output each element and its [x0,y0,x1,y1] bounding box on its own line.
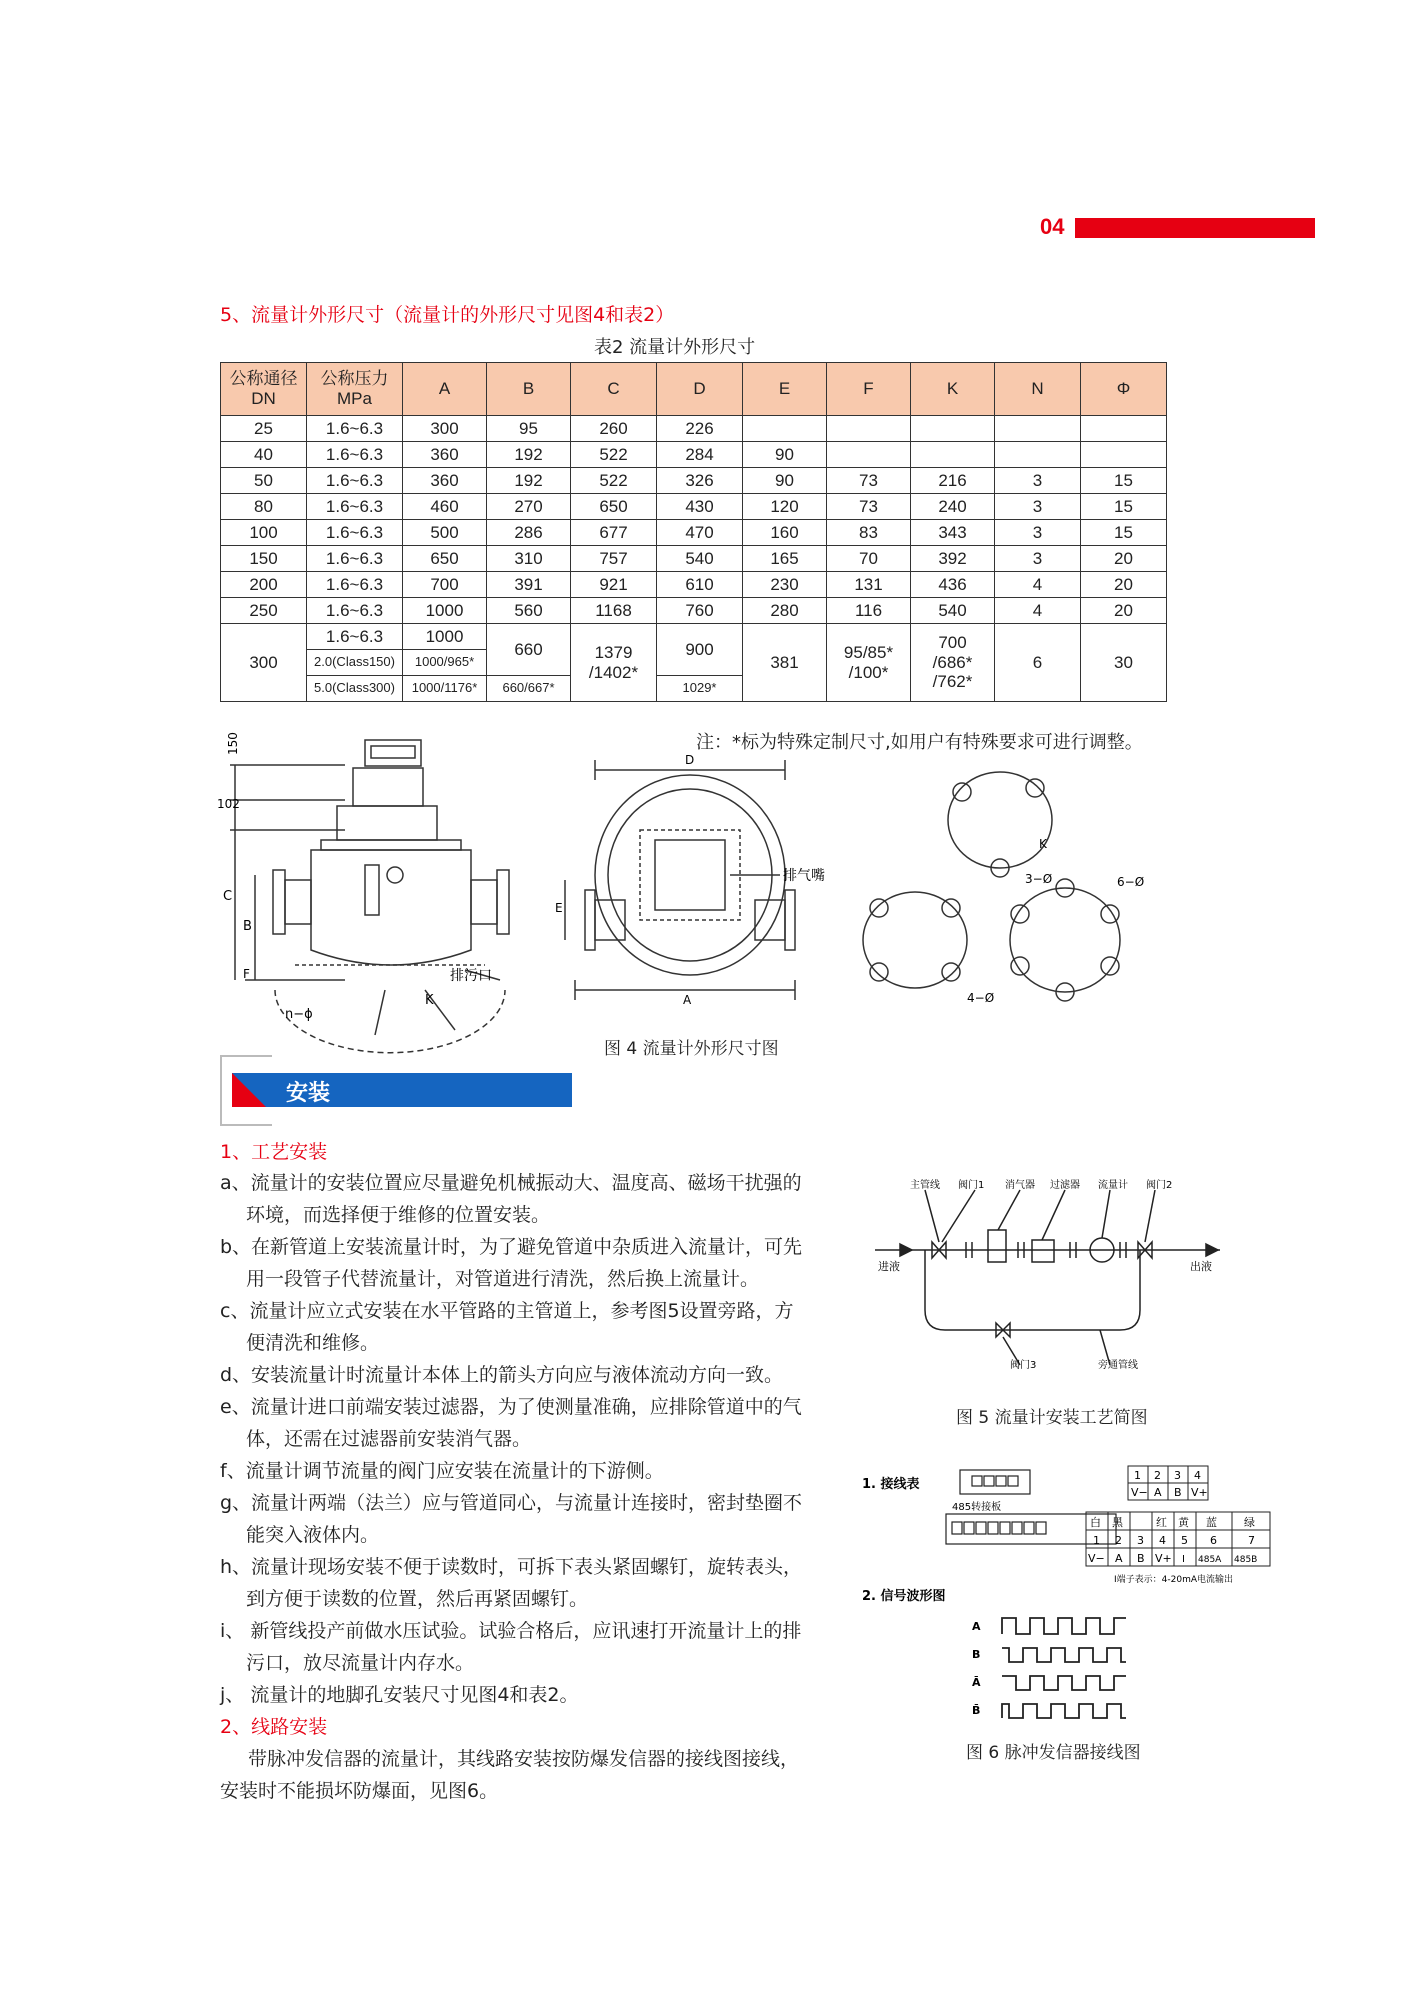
table-cell: 20 [1081,598,1167,624]
table-cell: 270 [487,494,571,520]
top-terminal-table [1128,1466,1208,1500]
fig6-wiring-title: 1. 接线表 [862,1477,920,1492]
table-row [221,468,1167,494]
install-item-line2: 体，还需在过滤器前安装消气器。 [246,1428,532,1450]
table-cell: 20 [1081,572,1167,598]
table-cell: 73 [827,494,911,520]
table-cell: 522 [571,468,657,494]
table-cell: 921 [571,572,657,598]
install-text-column [220,1137,820,1807]
table-cell: 3 [995,468,1081,494]
table-cell: 760 [657,598,743,624]
table-cell: 286 [487,520,571,546]
fig5-valve1-label: 阀门1 [958,1180,985,1191]
table-cell [911,442,995,468]
table-cell: 20 [1081,546,1167,572]
table-cell: 1.6~6.3 [307,468,403,494]
dim-b-label: B [243,919,252,934]
table-cell: 3 [995,494,1081,520]
table-cell: 430 [657,494,743,520]
six-hole-label: 6−Ø [1117,875,1145,889]
badge-red-triangle [232,1073,266,1107]
table-cell: 116 [827,598,911,624]
sig2-7: 485B [1234,1555,1258,1565]
color-green: 绿 [1244,1516,1255,1529]
top-num-2: 2 [1154,1469,1161,1482]
table-cell: 192 [487,442,571,468]
fig5-main-pipe-label: 主管线 [910,1180,940,1191]
vent-label: 排气嘴 [783,868,825,884]
fig5-deaerator-label: 消气器 [1005,1180,1035,1191]
top-sig-1: V− [1131,1486,1148,1499]
fig5-filter-label: 过滤器 [1050,1180,1080,1191]
install-item-line1: j、 流量计的地脚孔安装尺寸见图4和表2。 [220,1684,579,1706]
sig2-2: A [1115,1552,1123,1565]
table-cell: 326 [657,468,743,494]
sig2-4: V+ [1155,1552,1172,1565]
table-cell: 15 [1081,520,1167,546]
table-cell: 100 [221,520,307,546]
table-cell [827,442,911,468]
table-cell: 392 [911,546,995,572]
page-number: 04 [1040,214,1065,239]
dim-f-label: F [243,967,250,981]
color-red: 红 [1156,1516,1167,1529]
cell-a2: 1000/965* [403,650,487,676]
wave-labels [972,1620,981,1717]
table-cell: 260 [571,416,657,442]
table-cell: 470 [657,520,743,546]
install-item-line1: i、 新管线投产前做水压试验。试验合格后，应讯速打开流量计上的排 [220,1620,802,1642]
top-sig-3: B [1174,1486,1182,1499]
install-item-line1: e、流量计进口前端安装过滤器，为了使测量准确，应排除管道中的气 [220,1396,802,1418]
table-row [221,598,1167,624]
table-cell [743,416,827,442]
table-cell: 1000 [403,598,487,624]
cell-d12: 900 [657,624,743,676]
table-cell: 165 [743,546,827,572]
four-hole-label: 4−Ø [967,991,995,1005]
cell-phi: 30 [1081,624,1167,702]
table-header-6: E [743,363,827,416]
table-row [221,520,1167,546]
install-item-line1: g、流量计两端（法兰）应与管道同心，与流量计连接时，密封垫圈不 [220,1492,803,1514]
cell-k: 700 /686* /762* [911,624,995,702]
table-row-300-a [221,624,1167,650]
table-cell: 192 [487,468,571,494]
wiring-text-line1: 带脉冲发信器的流量计，其线路安装按防爆发信器的接线图接线， [248,1748,800,1770]
dim-150-label: 150 [226,732,240,755]
cell-f: 95/85* /100* [827,624,911,702]
table-cell: 200 [221,572,307,598]
num2-2: 2 [1115,1534,1122,1547]
top-num-4: 4 [1194,1469,1201,1482]
table-note: 注：*标为特殊定制尺寸,如用户有特殊要求可进行调整。 [696,732,1143,753]
top-num-1: 1 [1134,1469,1141,1482]
fig6-wave-title: 2. 信号波形图 [862,1589,946,1604]
table-cell: 90 [743,442,827,468]
figure-4-drawings [217,732,1185,1040]
num2-3: 3 [1137,1534,1144,1547]
subheading-process-install: 1、工艺安装 [220,1141,328,1163]
meter-side-view [230,740,509,1053]
table-cell: 610 [657,572,743,598]
table-cell: 131 [827,572,911,598]
meter-front-view [565,760,795,1000]
table-row [221,546,1167,572]
table-cell: 40 [221,442,307,468]
table-caption: 表2 流量计外形尺寸 [594,337,756,358]
install-item-line2: 能突入液体内。 [246,1524,380,1546]
table-header-row [221,363,1167,416]
table-cell: 15 [1081,468,1167,494]
table-cell: 560 [487,598,571,624]
table-cell: 80 [221,494,307,520]
install-item-line1: b、在新管道上安装流量计时，为了避免管道中杂质进入流量计，可先 [220,1236,803,1258]
fig6-board-label: 485转接板 [952,1502,1002,1513]
wiring-text-line2: 安装时不能损坏防爆面，见图6。 [220,1780,499,1802]
section-title-dimensions: 5、流量计外形尺寸（流量计的外形尺寸见图4和表2） [220,304,675,326]
section-badge-bar [232,1073,572,1107]
wave-label-a: A [972,1620,981,1633]
table-cell: 4 [995,598,1081,624]
figure-6-caption: 图 6 脉冲发信器接线图 [966,1743,1141,1763]
table-cell: 1.6~6.3 [307,546,403,572]
fig5-valve2-label: 阀门2 [1146,1180,1173,1191]
table-cell [1081,416,1167,442]
table-cell: 95 [487,416,571,442]
table-cell: 343 [911,520,995,546]
dimensions-table [220,362,1167,702]
table-cell: 522 [571,442,657,468]
table-cell: 3 [995,546,1081,572]
table-cell: 15 [1081,494,1167,520]
dim-102-label: 102 [217,797,240,811]
table-cell: 1.6~6.3 [307,494,403,520]
table-cell [995,416,1081,442]
cell-n: 6 [995,624,1081,702]
table-cell: 650 [571,494,657,520]
sig2-5: I [1182,1554,1185,1565]
table-cell [995,442,1081,468]
table-cell: 540 [657,546,743,572]
color-blue: 蓝 [1206,1516,1217,1529]
fig5-valve3-label: 阀门3 [1010,1360,1037,1371]
figure-6-diagram [860,1460,1280,1730]
flange-k-label: K [1039,837,1047,851]
table-cell: 4 [995,572,1081,598]
install-item-line2: 污口，放尽流量计内存水。 [246,1652,475,1674]
table-cell: 1.6~6.3 [307,520,403,546]
cell-a1: 1000 [403,624,487,650]
table-header-8: K [911,363,995,416]
table-cell: 240 [911,494,995,520]
dim-a-label: A [683,993,692,1007]
fig5-outlet-label: 出液 [1190,1260,1212,1273]
table-cell: 50 [221,468,307,494]
wave-label-a-bar: Ā [972,1676,981,1689]
table-header-2: A [403,363,487,416]
table-cell: 226 [657,416,743,442]
num2-1: 1 [1093,1534,1100,1547]
subheading-wiring-install: 2、线路安装 [220,1716,328,1738]
table-cell: 1.6~6.3 [307,598,403,624]
table-cell: 650 [403,546,487,572]
cell-a3: 1000/1176* [403,676,487,702]
three-hole-label: 3−Ø [1025,872,1053,886]
table-cell: 310 [487,546,571,572]
table-row [221,494,1167,520]
dim-e-label: E [555,901,563,915]
table-cell: 540 [911,598,995,624]
top-sig-4: V+ [1191,1486,1208,1499]
cell-p3: 5.0(Class300) [307,676,403,702]
install-item-line1: d、安装流量计时流量计本体上的箭头方向应与液体流动方向一致。 [220,1364,784,1386]
section-badge-install: 安装 [286,1081,331,1106]
table-cell: 300 [403,416,487,442]
table-cell: 360 [403,468,487,494]
color-black: 黑 [1112,1516,1123,1529]
figure-4-caption: 图 4 流量计外形尺寸图 [604,1039,779,1059]
table-cell [1081,442,1167,468]
dim-c-label: C [223,889,233,904]
table-cell: 3 [995,520,1081,546]
install-item-line2: 到方便于读数的位置，然后再紧固螺钉。 [246,1588,589,1610]
table-header-4: C [571,363,657,416]
table-cell: 216 [911,468,995,494]
table-cell: 1168 [571,598,657,624]
table-cell: 1.6~6.3 [307,416,403,442]
table-cell: 83 [827,520,911,546]
flange-patterns [863,772,1120,1001]
num2-6: 6 [1210,1534,1217,1547]
install-item-line1: c、流量计应立式安装在水平管路的主管道上，参考图5设置旁路，方 [220,1300,794,1322]
sig2-1: V− [1088,1552,1105,1565]
table-cell: 160 [743,520,827,546]
table-cell: 150 [221,546,307,572]
n-phi-label: n−ϕ [285,1007,313,1022]
waveforms [1002,1618,1126,1718]
table-header-7: F [827,363,911,416]
table-cell: 757 [571,546,657,572]
table-cell: 25 [221,416,307,442]
top-sig-2: A [1154,1486,1162,1499]
figure-5-diagram [870,1170,1230,1370]
install-items [220,1167,820,1711]
install-item-line1: f、流量计调节流量的阀门应安装在流量计的下游侧。 [220,1460,664,1482]
cell-b3: 660/667* [487,676,571,702]
table-cell [827,416,911,442]
sig2-3: B [1137,1552,1145,1565]
table-cell: 1.6~6.3 [307,572,403,598]
install-item-line2: 便清洗和维修。 [246,1332,380,1354]
table-cell: 284 [657,442,743,468]
num2-7: 7 [1248,1534,1255,1547]
table-header-10: Φ [1081,363,1167,416]
table-cell: 391 [487,572,571,598]
table-row [221,442,1167,468]
table-header-0: 公称通径 DN [221,363,307,416]
table-cell: 73 [827,468,911,494]
fig5-meter-label: 流量计 [1098,1180,1128,1191]
cell-p2: 2.0(Class150) [307,650,403,676]
wave-label-b-bar: B̄ [972,1704,981,1717]
color-white: 白 [1090,1516,1101,1529]
table-cell: 436 [911,572,995,598]
table-cell: 230 [743,572,827,598]
color-yellow: 黄 [1178,1516,1189,1529]
num2-5: 5 [1181,1534,1188,1547]
i-terminal-note: I端子表示：4-20mA电流输出 [1114,1575,1234,1585]
table-cell: 250 [221,598,307,624]
install-item-line1: a、流量计的安装位置应尽量避免机械振动大、温度高、磁场干扰强的 [220,1172,802,1194]
wave-label-b: B [972,1648,981,1661]
table-cell: 120 [743,494,827,520]
fig5-bypass-label: 旁通管线 [1098,1360,1138,1371]
table-header-1: 公称压力 MPa [307,363,403,416]
top-num-3: 3 [1174,1469,1181,1482]
table-header-9: N [995,363,1081,416]
table-cell: 360 [403,442,487,468]
dim-d-label: D [685,753,695,767]
fig5-inlet-label: 进液 [878,1260,900,1273]
table-cell: 70 [827,546,911,572]
header-red-bar [1075,218,1315,238]
install-item-line1: h、流量计现场安装不便于读数时，可拆下表头紧固螺钉，旋转表头， [220,1556,803,1578]
table-row [221,572,1167,598]
table-header-3: B [487,363,571,416]
sig2-6: 485A [1198,1555,1222,1565]
table-cell: 460 [403,494,487,520]
install-item-line2: 用一段管子代替流量计，对管道进行清洗，然后换上流量计。 [246,1268,760,1290]
cell-b12: 660 [487,624,571,676]
table-cell [911,416,995,442]
num2-4: 4 [1159,1534,1166,1547]
table-header-5: D [657,363,743,416]
cell-c: 1379 /1402* [571,624,657,702]
figure-5-caption: 图 5 流量计安装工艺简图 [956,1408,1148,1428]
table-cell: 500 [403,520,487,546]
table-cell: 90 [743,468,827,494]
table-cell: 700 [403,572,487,598]
cell-d3: 1029* [657,676,743,702]
install-item-line2: 环境，而选择便于维修的位置安装。 [246,1204,551,1226]
cell-p1: 1.6~6.3 [307,624,403,650]
color-terminal-table [1086,1512,1270,1566]
cell-e: 381 [743,624,827,702]
drain-label: 排污口 [450,968,492,984]
dim-k-label: K [425,993,434,1008]
table-cell: 280 [743,598,827,624]
table-row [221,416,1167,442]
table-cell: 677 [571,520,657,546]
cell-dn-300: 300 [221,624,307,702]
table-cell: 1.6~6.3 [307,442,403,468]
